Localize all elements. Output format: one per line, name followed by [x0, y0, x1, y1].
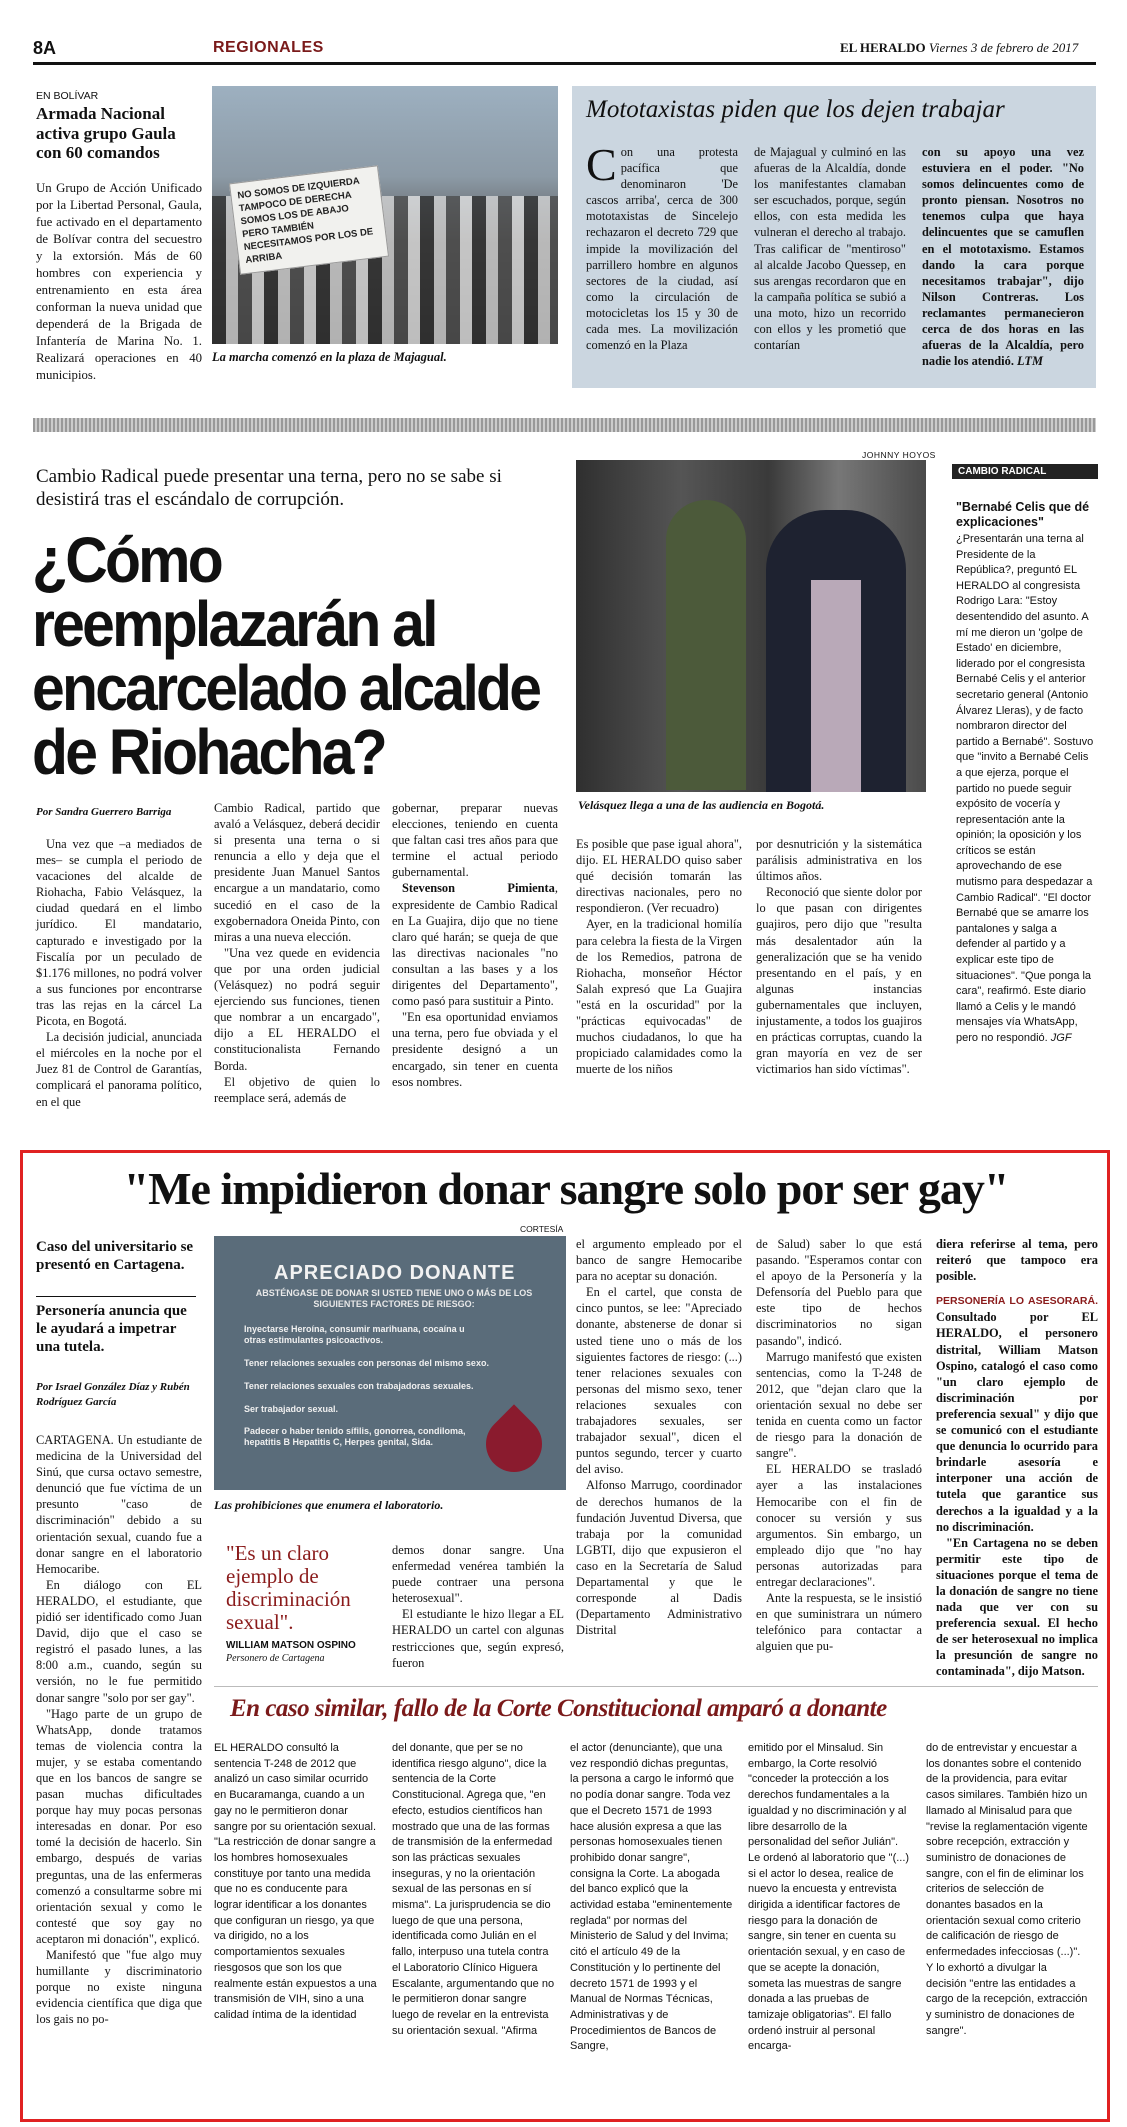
corte-col3: el actor (denunciante), que una vez respondió dichas preguntas, la persona a cargo le informó que no podía donar sangre. Toda vez que el Decreto 1571 de 1993 hace alusión expresa a que las personas homosexuales tienen prohibido donar sangre", consigna la Corte. La abogada del banco explicó que la actividad estaba "eminentemente reglada" por normas del Ministerio de Salud y del Invima; citó el artículo 49 de la Constitución y lo pertinente del decreto 1571 de 1993 y el Manual de Normas Técnicas, Administrativas y de Procedimientos de Bancos de Sangre,	[570, 1742, 734, 2053]
mototaxi-col2: de Majagual y culminó en las afueras de la Alcaldía, donde los manifestantes clamaban ser escuchados, porque, según ellos, con esta medida les vulneran el derecho al trabajo. Tras calificar de "mentiroso" al alcalde Jacobo Quessep, en sus arengas recordaron que en la campaña política se subió a una moto, hizo un recorrido con ellos y les prometió que contarían	[754, 145, 906, 353]
gay-col1-p2: En diálogo con EL HERALDO, el estudiante, que pidió ser identificado como Juan David, dijo que el caso se registró el pasado lunes, a las 8:00 a.m., cuando, según su versión, no le fue permitido donar sangre "solo por ser gay".	[36, 1577, 202, 1705]
masthead	[840, 40, 1078, 56]
sidebar-label: CAMBIO RADICAL	[952, 464, 1098, 479]
header-rule	[33, 62, 1096, 65]
sidebar-body	[956, 532, 1096, 1047]
gay-col5-p2: Consultado por EL HERALDO, el personero distrital, William Matson Ospino, catalogó el caso como "un claro ejemplo de discriminación por preferencia sexual" y dijo que se comunicó con el estudiante que denuncia lo ocurrido para brindarle asesoría e interponer una acción de tutela que garantice sus derechos a la igualdad y a la no discriminación.	[936, 1310, 1098, 1534]
riohacha-photo-credit: JOHNNY HOYOS	[862, 450, 936, 460]
corte-col1: EL HERALDO consultó la sentencia T-248 de 2012 que analizó un caso similar ocurrido en Bucaramanga, cuando a un gay no le permitieron donar sangre por su orientación sexual. "La restricción de donar sangre a los hombres homosexuales constituye por tanto una medida que no es conducente para lograr identificar a los donantes que configuran un riesgo, ya que va dirigido, no a los comportamientos sexuales riesgosos que son los que realmente están expuestos a una transmisión de VIH, sino a una calidad íntima de la identidad	[214, 1742, 377, 2021]
sign-subtitle: ABSTÉNGASE DE DONAR SI USTED TIENE UNO O MÁS DE LOS SIGUIENTES FACTORES DE RIESGO:	[255, 1288, 533, 1309]
photo-suspect-shirt	[811, 580, 861, 792]
riohacha-col4	[576, 836, 742, 1156]
gay-col3-p1: el argumento empleado por el banco de sangre Hemocaribe para no aceptar su donación.	[576, 1237, 742, 1284]
riohacha-col5-p1: por desnutrición y la sistemática parálisis administrativa en los últimos años.	[756, 837, 922, 884]
gay-headline: "Me impidieron donar sangre solo por ser gay"	[123, 1163, 1009, 1214]
gay-deck1: Caso del universitario se presentó en Cartagena.	[36, 1239, 194, 1273]
sidebar-signature: JGF	[1050, 1032, 1072, 1044]
gay-col4-p1: de Salud) saber lo que está pasando. "Esperamos contar con el apoyo de la Personería y la Defensoría del Pueblo para que este tipo de hechos discriminatorios no sigan pasando", indicó.	[756, 1237, 922, 1348]
photo-officer	[666, 500, 746, 790]
gay-col2-p2: El estudiante le hizo llegar a EL HERALDO un cartel con algunas restricciones que, según expresó, fueron	[392, 1607, 564, 1670]
riohacha-col3	[392, 800, 558, 1156]
gay-col3-p2: En el cartel, que consta de cinco puntos, se lee: "Apreciado donante, abstenerse de donar si usted tiene uno o más de los siguientes factores de riesgo: (...) tener relaciones sexuales con personas del mismo sexo, tener relaciones sexuales con trabajadores sexuales, ser trabajador sexual", dicen el puntos segundo, tercer y cuarto del aviso.	[576, 1285, 742, 1477]
gay-col4-p3: EL HERALDO se trasladó ayer a las instalaciones Hemocaribe con el fin de conocer su versión y sus argumentos. Sin embargo, un empleado dijo que "no hay personas autorizadas para entregar declaraciones".	[756, 1462, 922, 1589]
gay-byline: Por Israel González Díaz y Rubén Rodríguez García	[36, 1381, 190, 1408]
sign-item-2: Tener relaciones sexuales con personas del mismo sexo.	[244, 1358, 489, 1368]
donor-sign-caption: Las prohibiciones que enumera el laboratorio.	[214, 1498, 444, 1512]
gay-col1	[36, 1432, 202, 2112]
corte-col4: emitido por el Minsalud. Sin embargo, la Corte resolvió "conceder la protección a los derechos fundamentales a la igualdad y no discriminación y al libre desarrollo de la personalidad del señor Julián". Le ordenó al laboratorio que "(...) si el actor lo desea, realice de nuevo la encuesta y entrevista dirigida a identificar factores de riesgo para la donación de sangre, sin tener en cuenta su orientación sexual, y en caso de que se acepte la donación, someta las muestras de sangre donada a las pruebas de tamizaje obligatorias". El fallo ordenó instruir al personal encarga-	[748, 1742, 910, 2053]
sign-item-5: Padecer o haber tenido sífilis, gonorrea, condiloma, hepatitis B Hepatitis C, Herpes genital, Sida.	[244, 1426, 466, 1447]
corte-title: En caso similar, fallo de la Corte Constitucional amparó a donante	[230, 1695, 887, 1722]
sign-item-1: Inyectarse Heroína, consumir marihuana, cocaína u otras estimulantes psicoactivos.	[244, 1324, 465, 1345]
corte-col5: do de entrevistar y encuestar a los donantes sobre el contenido de la providencia, para evitar casos similares. También hizo un llamado al Minisalud para que "revise la reglamentación vigente sobre recepción, extracción y suministro de donaciones de sangre, con el fin de eliminar los criterios de selección de donantes basados en la orientación sexual como criterio de calificación de riesgo de enfermedades infecciosas (...)". Y lo exhortó a divulgar la decisión "entre las entidades a cargo de la recepción, extracción y suministro de donaciones de sangre".	[926, 1742, 1088, 2037]
gay-col2	[392, 1542, 564, 1670]
gay-col5	[936, 1236, 1098, 1679]
gay-deck2: Personería anuncia que le ayudará a impetrar una tutela.	[36, 1303, 187, 1355]
riohacha-col4-p2: Ayer, en la tradicional homilía para celebra la fiesta de la Virgen de los Remedios, patrona de Riohacha, monseñor Héctor Salah expresó que La Guajira "está en la oscuridad" por la "prácticas equivocadas" de muchos ciudadanos, lo que ha propiciado calamidades como la muerte de los niños	[576, 917, 742, 1077]
gay-col2-p1: demos donar sangre. Una enfermedad venérea también la puede contraer una persona heterosexual".	[392, 1543, 564, 1606]
corte-box	[214, 1686, 1098, 2112]
corte-col2: del donante, que per se no identifica riesgo alguno", dice la sentencia de la Corte Constitucional. Agrega que, "en efecto, estudios científicos han mostrado que una de las formas de transmisión de la enfermedad son las prácticas sexuales inseguras, y no la orientación sexual de las personas en sí misma". La jurisprudencia se dio luego de que una persona, identificada como Julián en el fallo, interpuso una tutela contra el Laboratorio Clínico Higuera Escalante, argumentando que no le permitieron donar sangre luego de revelar en la entrevista su orientación sexual. "Afirma	[392, 1742, 555, 2037]
riohacha-col1-p2: La decisión judicial, anunciada el miércoles en la noche por el Juez 81 de Control de Garantías, complicará el panorama político, en el que	[36, 1030, 202, 1109]
protest-sign: NO SOMOS DE IZQUIERDA TAMPOCO DE DERECHA SOMOS LOS DE ABAJO PERO TAMBIÉN NECESITAMOS POR LOS DE ARRIBA	[229, 165, 389, 275]
protest-photo	[212, 86, 558, 344]
gay-col1-p3: "Hago parte de un grupo de WhatsApp, donde tratamos temas de violencia contra la mujer, y se estaba comentando que en los bancos de sangre se pasan muchas dificultades porque hay muy pocas personas interesadas en donar. Por eso tomé la decisión de hacerlo. Sin embargo, después de varias preguntas, una de las enfermeras comenzó a consultarme sobre mi orientación sexual y como le contesté que soy gay no aceptaron mi donación", explicó.	[36, 1706, 202, 1946]
sidebar-box	[952, 464, 1098, 1160]
gay-quote: "Es un claro ejemplo de discriminación sexual".	[226, 1541, 351, 1634]
riohacha-col3-p3: "En esa oportunidad enviamos una terna, pero fue obviada y el presidente designó a un encargado, sin tener en cuenta esos nombres.	[392, 1010, 558, 1089]
gay-col4-p2: Marrugo manifestó que existen sentencias, como la T-248 de 2012, que "dejan claro que la orientación sexual no debe ser tenida en cuenta como un factor de riesgo para la donación de sangre".	[756, 1349, 922, 1461]
mototaxi-box	[572, 86, 1096, 388]
riohacha-col2-p3: El objetivo de quien lo reemplace será, además de	[214, 1074, 380, 1105]
gay-col4	[756, 1236, 922, 1652]
page-number: 8A	[33, 38, 57, 58]
gay-photo-credit: CORTESÍA	[520, 1224, 564, 1234]
blood-drop-icon	[474, 1404, 553, 1483]
riohacha-col1-p1: Una vez que –a mediados de mes– se cumpla el periodo de vacaciones del alcalde de Riohacha, Fabio Velásquez, la ciudad quedará en el limbo jurídico. El mandatario, capturado e investigado por la Fiscalía por un peculado de $1.176 millones, no podrá volver a sus funciones por encontrarse tras las rejas en la cárcel La Picota, en Bogotá.	[36, 837, 202, 1029]
sign-item-4: Ser trabajador sexual.	[244, 1404, 339, 1414]
mototaxi-title: Mototaxistas piden que los dejen trabajar	[586, 96, 1005, 123]
donor-sign-photo	[214, 1236, 566, 1490]
gay-col1-p1: CARTAGENA. Un estudiante de medicina de la Universidad del Sinú, que cursa octavo semestre, denunció que fue víctima de un presunto "caso de discriminación" debido a su orientación sexual, cuando fue a donar sangre en el laboratorio Hemocaribe.	[36, 1433, 202, 1576]
sign-title: APRECIADO DONANTE	[274, 1262, 516, 1284]
riohacha-photo-caption: Velásquez llega a una de las audiencia en Bogotá.	[578, 798, 825, 812]
protest-caption: La marcha comenzó en la plaza de Majagual.	[212, 350, 447, 364]
quote-role: Personero de Cartagena	[226, 1653, 325, 1664]
mototaxi-col1	[586, 139, 738, 353]
riohacha-col3-subhead: Stevenson Pimienta	[402, 881, 555, 896]
riohacha-summary: Cambio Radical puede presentar una terna, pero no se sabe si desistirá tras el escándalo de corrupción.	[36, 466, 502, 510]
riohacha-col2-p2: "Una vez quede en evidencia que por una orden judicial (Velásquez) no podrá seguir ejerciendo sus funciones, tienen que nombrar a un encargado", dijo a EL HERALDO el constitucionalista Fernando Borda.	[214, 945, 380, 1073]
issue-date: Viernes 3 de febrero de 2017	[928, 40, 1079, 55]
quote-author: WILLIAM MATSON OSPINO	[226, 1640, 356, 1651]
riohacha-col3-p2: , expresidente de Cambio Radical en La Guajira, dijo que no tiene claro qué harán; se queja de que las directivas nacionales "no consultan a las bases y a los dirigentes del Departamento", como pasó para sustituir a Pinto.	[392, 881, 558, 1009]
riohacha-col2	[214, 800, 380, 1156]
riohacha-photo	[576, 460, 926, 792]
riohacha-col2-p1: Cambio Radical, partido que avaló a Velásquez, deberá decidir si presenta una terna o si renuncia a ello y deja que el presidente Juan Manuel Santos encargue a un mandatario, como sucedió en el caso de la exgobernadora Oneida Pinto, con miras a una nueva elección.	[214, 801, 380, 944]
section-name: REGIONALES	[213, 39, 324, 56]
gay-col1-p4: Manifestó que "fue algo muy humillante y discriminatorio porque no existe ninguna evidencia científica que diga que los gais no po-	[36, 1948, 202, 2027]
riohacha-col4-p1: Es posible que pase igual ahora", dijo. EL HERALDO quiso saber qué decisión tomarán las directivas nacionales, pero no respondieron. (Ver recuadro)	[576, 837, 742, 916]
drop-cap: C	[586, 139, 617, 190]
mototaxi-col3	[922, 144, 1084, 369]
brief-kicker: EN BOLÍVAR	[36, 90, 99, 102]
mototaxi-signature: LTM	[1017, 354, 1043, 369]
brief-body: Un Grupo de Acción Unificado por la Libertad Personal, Gaula, fue activado en el departamento de Bolívar contra del secuestro y la extorsión. Más de 60 hombres con experiencia y entrenamiento en esta área conforman la nueva unidad que dependerá de la Brigada de Infantería de Marina No. 1. Realizará operaciones en 40 municipios.	[36, 181, 202, 382]
mototaxi-col3-text: con su apoyo una vez estuviera en el poder. "No somos delincuentes como de pronto piensan. Nosotros no tenemos culpa que haya delincuentes que se camuflen en el mototaxismo. Estamos dando la cara porque necesitamos trabajar", dijo Nilson Contreras. Los reclamantes permanecieron cerca de dos horas en las afueras de la Alcaldía, pero nadie los atendió.	[922, 145, 1084, 369]
gay-col3-p3: Alfonso Marrugo, coordinador de derechos humanos de la fundación Juventud Diversa, que trabaja por la comunidad LGBTI, dijo que expusieron el caso en la Secretaría de Salud Departamental y que le corresponde al Dadis (Departamento Administrativo Distrital	[576, 1478, 742, 1638]
brief-title: Armada Nacional activa grupo Gaula con 60 comandos	[36, 104, 176, 162]
personeria-label: PERSONERÍA LO ASESORARÁ.	[936, 1295, 1098, 1308]
section-divider	[33, 418, 1096, 432]
riohacha-headline: ¿Cómo reemplazarán al encarcelado alcalde de Riohacha?	[32, 524, 540, 788]
gay-col3	[576, 1236, 742, 1652]
riohacha-col1	[36, 836, 202, 1156]
deck-rule	[36, 1296, 196, 1297]
riohacha-col5-p2: Reconoció que siente dolor por lo que pasan con dirigentes guajiros, pero dijo que "resulta más desalentador aún la generalización que se ha venido presentando en el país, y en algunas instancias gubernamentales que incluyen, injustamente, a todos los guajiros en prácticas corruptas, cuando la gran mayoría en vez de ser victimarios han sido víctimas".	[756, 885, 922, 1077]
newspaper-name: EL HERALDO	[840, 40, 926, 55]
mototaxi-col1-text: on una protesta pacífica que denominaron 'De cascos arriba', cerca de 300 mototaxistas de Sincelejo rechazaron el decreto 729 que impide la movilización del parrillero hombre en algunos sectores de la ciudad, así como la circulación de motocicletas los 15 y 30 de cada mes. La movilización comenzó en la Plaza	[586, 145, 738, 353]
gay-col5-p3: "En Cartagena no se deben permitir este tipo de situaciones porque el tema de la donación de sangre no tiene nada que ver con su preferencia sexual. El hecho de ser heterosexual no implica la presunción de sangre no contaminada", dijo Matson.	[936, 1535, 1098, 1679]
gay-col5-p1: diera referirse al tema, pero reiteró que tampoco era posible.	[936, 1237, 1098, 1284]
gay-col4-p4: Ante la respuesta, se le insistió en que suministrara un número telefónico para contactar a alguien que pu-	[756, 1591, 922, 1654]
sidebar-text: ¿Presentarán una terna al Presidente de la República?, preguntó EL HERALDO al congresista Rodrigo Lara: "Estoy desentendido del asunto. A mí me dieron un 'golpe de Estado' en diciembre, liderado por el congresista Bernabé Celis y el anterior secretario general (Antonio Álvarez Lleras), y de facto nombraron director del partido a Bernabé". Sostuvo que "invito a Bernabé Celis a que ejerza, porque el partido no puede seguir expósito de vocería y representación ante la opinión; la oposición y los críticos se están aprovechando de ese mutismo para despedazar a Cambio Radical". "El doctor Bernabé que se amarre los pantalones y salga a defender al partido y a explicar este tipo de situaciones". "Que ponga la cara", reafirmó. Este diario llamó a Celis y le mandó mensajes vía WhatsApp, pero no respondió.	[956, 533, 1094, 1044]
sign-item-3: Tener relaciones sexuales con trabajadoras sexuales.	[244, 1381, 474, 1391]
riohacha-byline: Por Sandra Guerrero Barriga	[36, 806, 172, 818]
sidebar-title: "Bernabé Celis que dé explicaciones"	[956, 500, 1090, 529]
riohacha-col5	[756, 836, 922, 1156]
riohacha-col3-p1: gobernar, preparar nuevas elecciones, teniendo en cuenta que faltan casi tres años para que termine el actual periodo gubernamental.	[392, 801, 558, 880]
